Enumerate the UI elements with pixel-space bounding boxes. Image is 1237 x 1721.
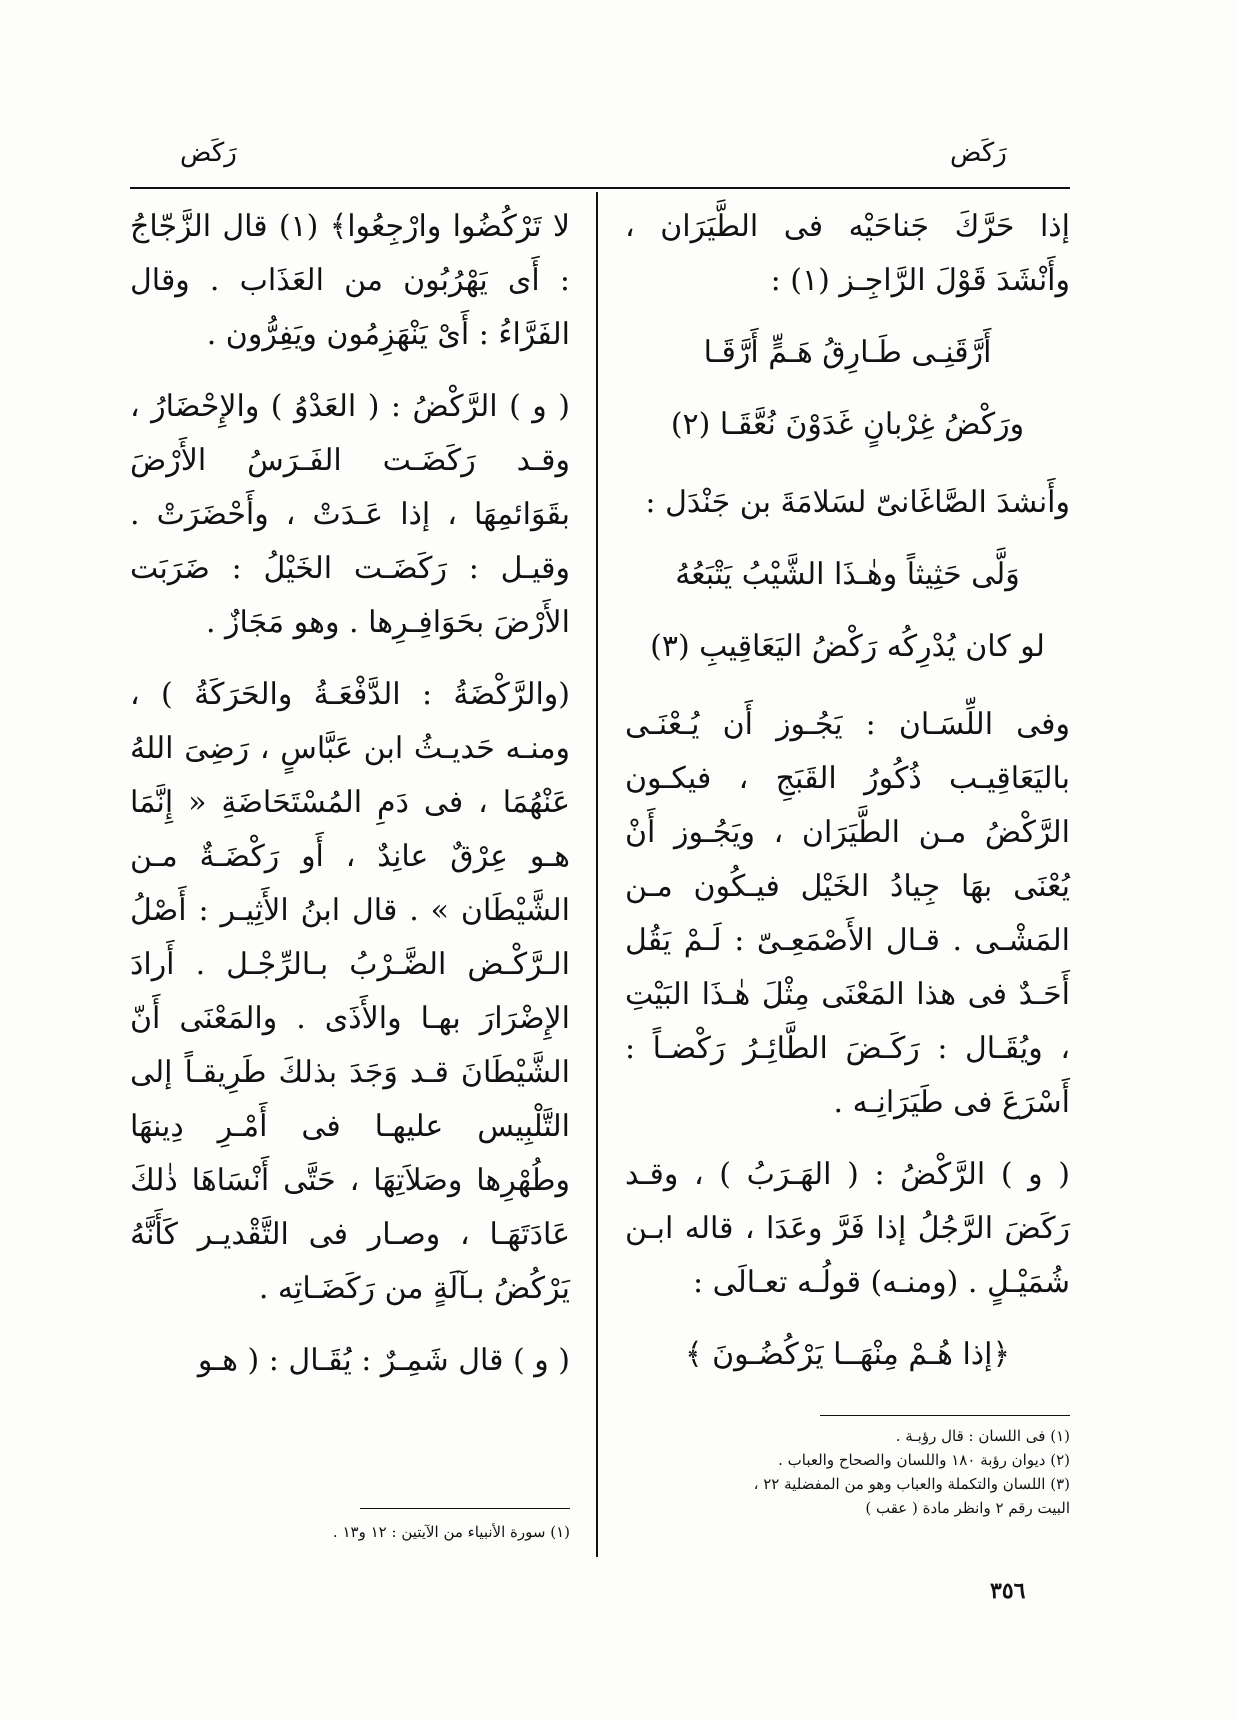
- header-rule: [130, 187, 1070, 189]
- footnote: (٢) ديوان رؤبة ١٨٠ واللسان والصحاح والعباب .: [778, 1451, 1070, 1469]
- verse-line: لو كان يُدْرِكُه رَكْضُ اليَعَاقِيبِ (٣): [650, 629, 1045, 664]
- verse-line: وَلَّى حَثِيثاً وهٰـذَا الشَّيْبُ يَتْبَعُهُ: [675, 557, 1020, 592]
- header-left-entry: رَكَض: [180, 138, 237, 168]
- right-paragraph-2: وأَنشدَ الصَّاغَانىّ لسَلامَةَ بن جَنْدَل :: [645, 485, 1070, 520]
- left-column: [130, 200, 570, 1406]
- footnotes-left: [200, 1520, 570, 1544]
- right-column: [625, 200, 1070, 1400]
- left-paragraph-3: (والرَّكْضَةُ : الدَّفْعَـةُ والحَرَكَةُ ) ، ومنـه حَديـثُ ابن عَبَّاسٍ ، رَضِىَ اللهُ عَنْهُمَا ، فى دَمِ المُسْتَحَاضَةِ « إِنَّمَا هـو عِرْقٌ عانِدٌ ، أَو رَكْضَـةٌ مـن الشَّيْطَان » . قال ابنُ الأَثِيـر : أَصْلُ الـرَّكْـض الضَّـرْبُ بـالرِّجْـل . أَرادَ الإِضْرَارَ بهـا والأَذَى . والمَعْنَى أَنّ الشَّيْطَانَ قـد وَجَدَ بذلكَ طَرِيقـاً إلى التَّلْبِيس عليهـا فى أَمْـرِ دِينهَا وطُهْرِها وصَلاَتِهَا ، حَتَّى أَنْسَاهَا ذٰلكَ عَادَتَهَـا ، وصـار فى التَّقْديـر كَأَنَّهُ يَرْكُضُ بـآلَةٍ من رَكَضَـاتِه .: [130, 677, 570, 1306]
- footnote: البيت رقم ٢ وانظر مادة ( عقب ): [865, 1499, 1070, 1517]
- verse-block-2: [625, 548, 1070, 674]
- footnote-rule-right: [820, 1415, 1070, 1416]
- left-paragraph-4: ( و ) قال شَمِـرٌ : يُقَـال : ( هـو: [197, 1343, 570, 1378]
- right-paragraph-3: وفى اللِّسَـان : يَجُـوز أَن يُـعْنَـى باليَعَاقِيـب ذُكُورُ القَبَجِ ، فيكـون الرَّكْضُ مـن الطَّيَرَان ، ويَجُـوز أَنْ يُعْنَى بهَا جِيادُ الخَيْل فيـكُون مـن المَشْـى . قـال الأَصْمَعِـىّ : لَـمْ يَقُل أَحَـدٌ فى هذا المَعْنَى مِثْلَ هٰـذَا البَيْتِ ، ويُقَـال : رَكَـضَ الطَّائِـرُ رَكْضـاً : أَسْرَعَ فى طَيَرَانِـه .: [625, 707, 1070, 1120]
- verse-line: أَرَّقَنِـى طَـارِقُ هَـمٍّ أَرَّقَـا: [703, 335, 992, 370]
- footnote: (١) فى اللسان : قال رؤبـة .: [895, 1427, 1070, 1445]
- footnotes-right: [640, 1424, 1070, 1520]
- verse-line: ورَكْضُ غِرْبانٍ غَدَوْنَ نُعَّقَـا (٢): [670, 407, 1025, 442]
- footnote-rule-left: [360, 1508, 570, 1509]
- footnote: (٣) اللسان والتكملة والعباب وهو من المفضلية ٢٢ ،: [753, 1475, 1070, 1493]
- quran-quote: ﴿إذا هُـمْ مِنْهَــا يَرْكُضُـونَ ﴾: [684, 1337, 1011, 1372]
- header-right-entry: رَكَض: [950, 138, 1007, 168]
- right-paragraph-4: ( و ) الرَّكْضُ : ( الهَـرَبُ ) ، وقـد رَكَضَ الرَّجُلُ إذا فَرَّ وعَدَا ، قاله ابـن شُمَيْـلٍ . (ومنـه) قولُـه تعـالَى :: [625, 1157, 1070, 1300]
- page-number: ٣٥٦: [990, 1578, 1026, 1604]
- left-paragraph-1: لا تَرْكُضُوا وارْجِعُوا﴾ (١) قال الزَّجّاجُ : أَى يَهْرُبُون من العَذَاب . وقال الفَرَّاءُ : أَىْ يَنْهَزِمُون ويَفِرُّون .: [130, 209, 570, 352]
- right-paragraph-1: إذا حَرَّكَ جَناحَيْه فى الطَّيَرَان ، وأَنْشَدَ قَوْلَ الرَّاجِـز (١) :: [625, 209, 1070, 298]
- left-paragraph-2: ( و ) الرَّكْضُ : ( العَدْوُ ) والإِحْضَارُ ، وقـد رَكَضَـت الفَـرَسُ الأَرْضَ بقَوَائمِهَا ، إذا عَـدَتْ ، وأَحْضَرَتْ . وقيـل : رَكَضَـت الخَيْلُ : ضَرَبَت الأَرْضَ بحَوَافِـرِها . وهو مَجَازٌ .: [130, 389, 570, 640]
- footnote: (١) سورة الأنبياء من الآيتين : ١٢ و١٣ .: [332, 1523, 570, 1541]
- column-divider: [596, 192, 598, 1557]
- verse-block-1: [625, 326, 1070, 452]
